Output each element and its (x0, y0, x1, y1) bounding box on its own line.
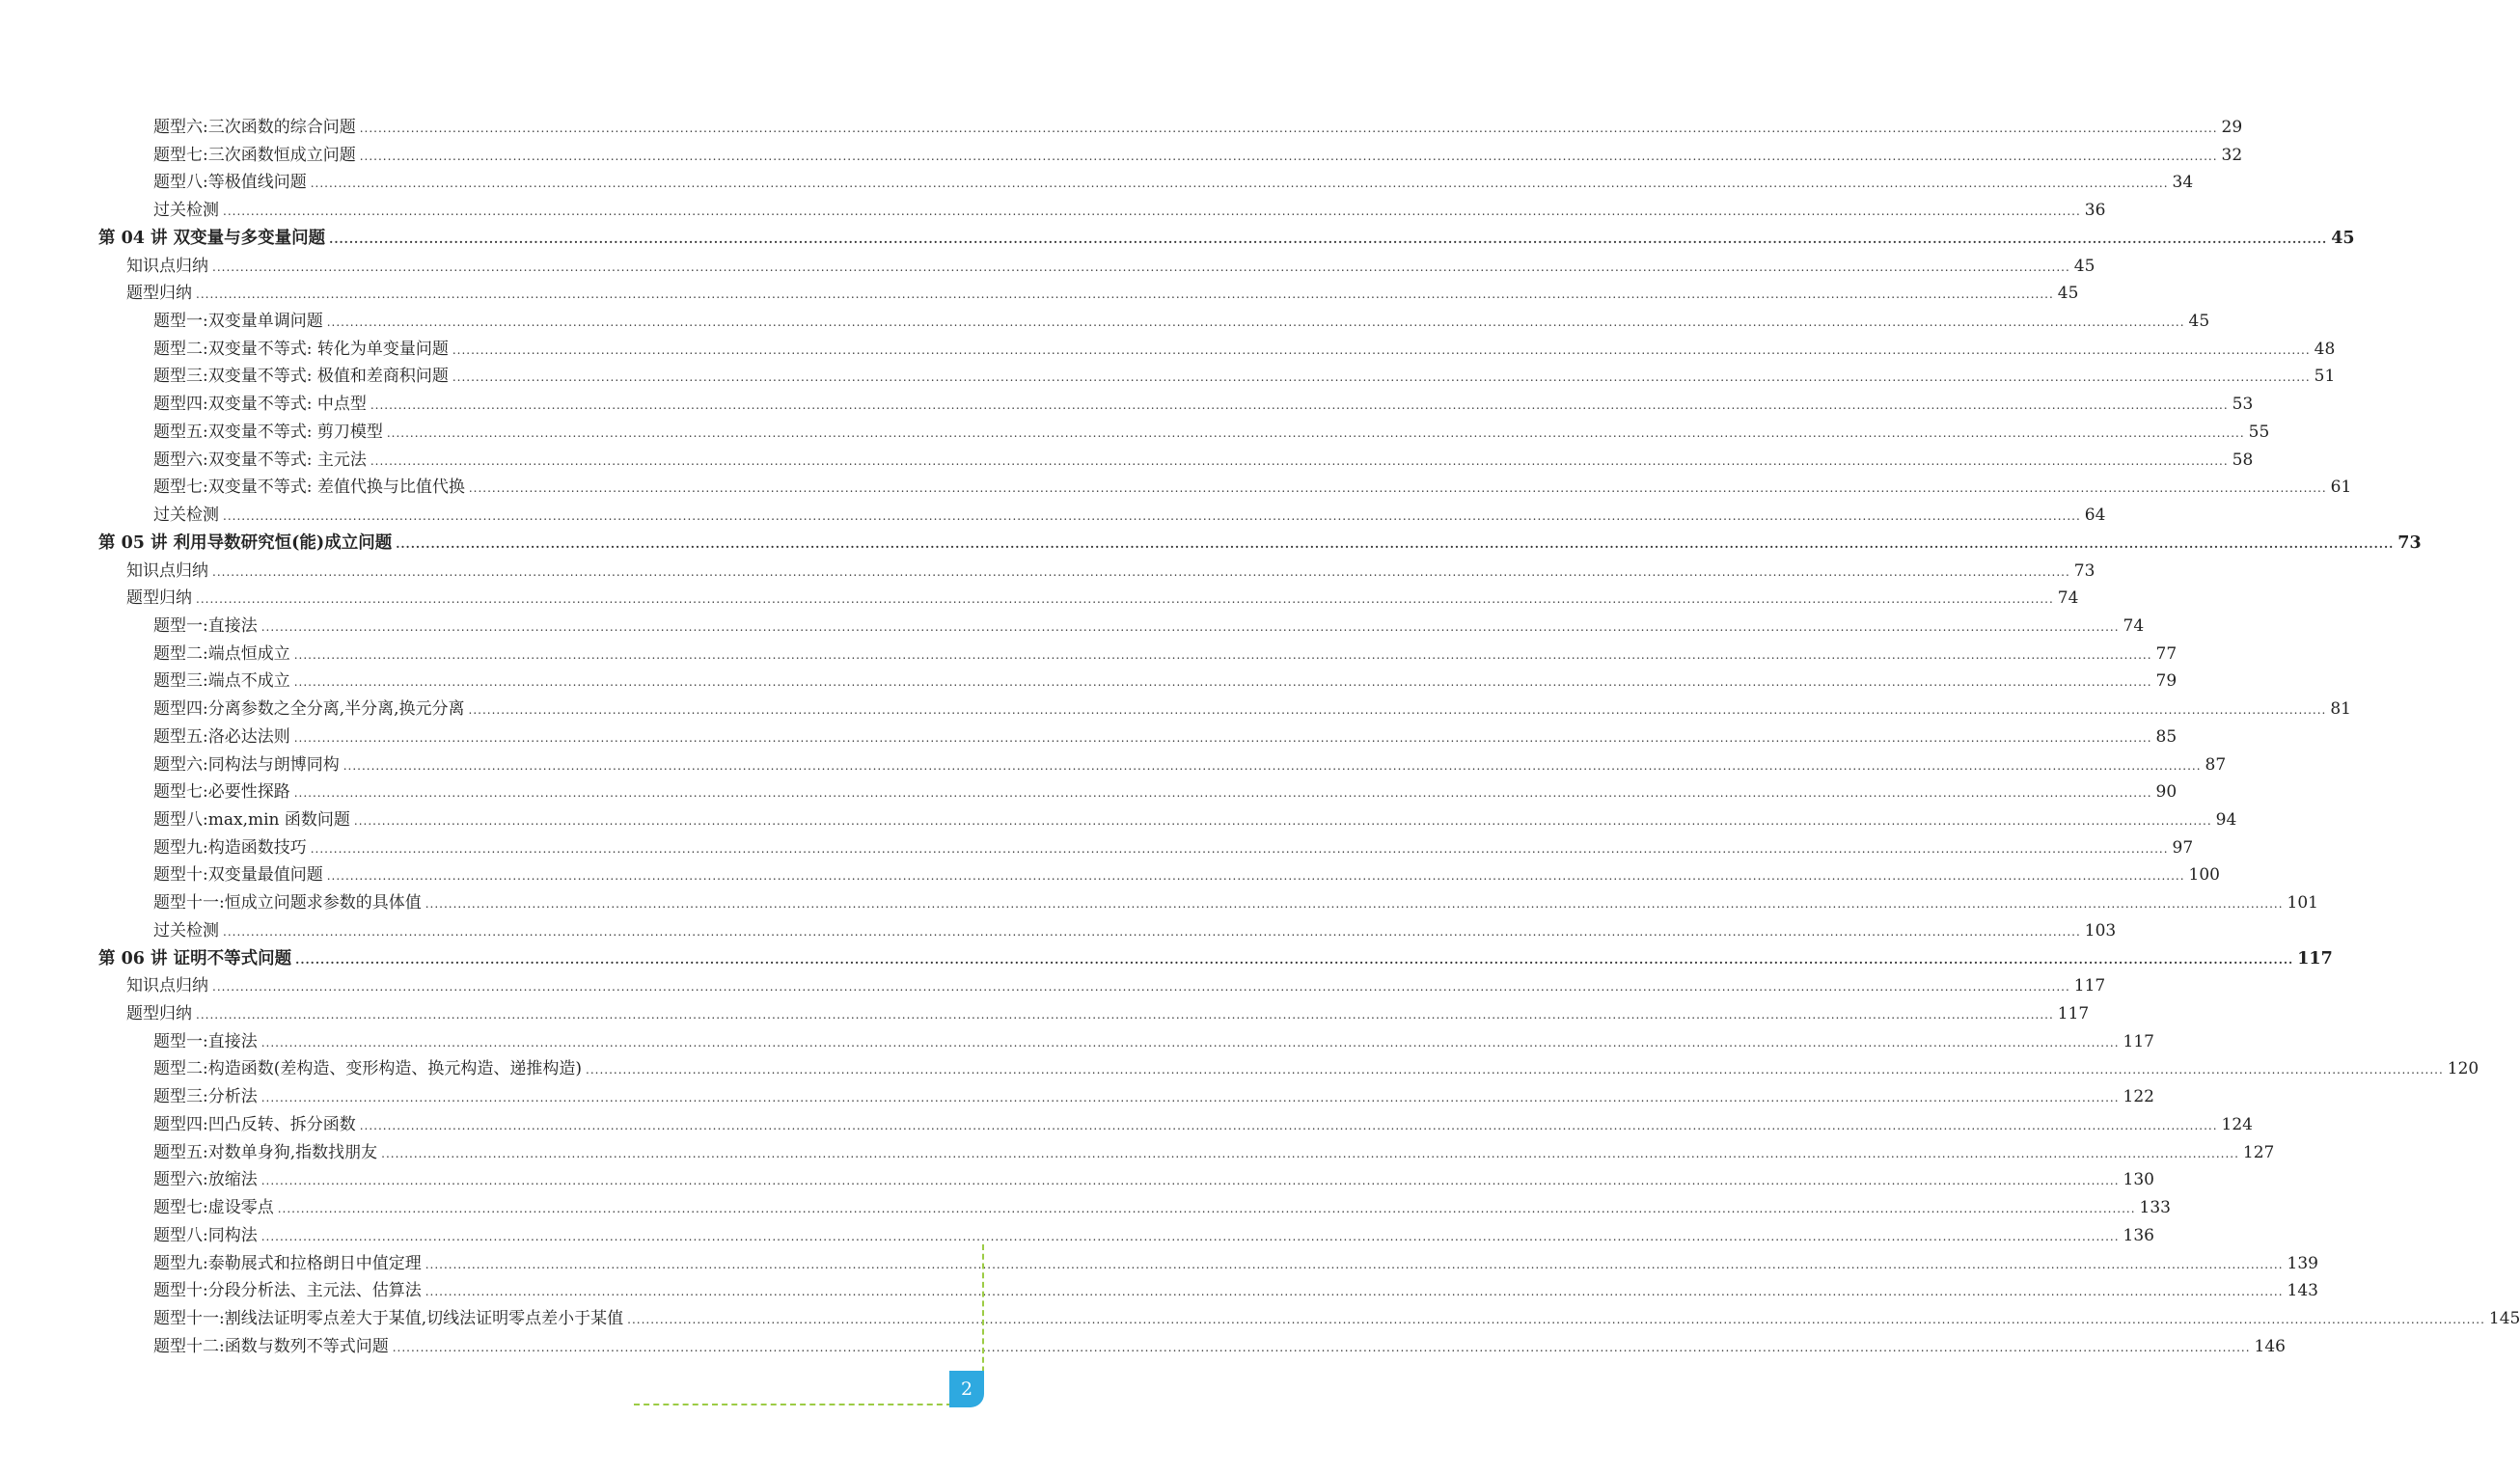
toc-chapter-entry[interactable] (98, 225, 2355, 252)
toc-leader-dots: ................................................................................................................................................................................................................................................................................................................................................................................................................ (468, 481, 2327, 496)
toc-leader-dots: ................................................................................................................................................................................................................................................................................................................................................................................................................ (196, 592, 2054, 607)
toc-leader-dots: ................................................................................................................................................................................................................................................................................................................................................................................................................ (293, 675, 2152, 690)
toc-leader-dots: ................................................................................................................................................................................................................................................................................................................................................................................................................ (386, 425, 2245, 440)
toc-section-entry[interactable] (126, 253, 2095, 280)
toc-leader-dots: ................................................................................................................................................................................................................................................................................................................................................................................................................ (452, 370, 2311, 385)
toc-entry-label: 题型十:双变量最值问题 (153, 865, 323, 886)
toc-entry-page: 117 (2297, 948, 2333, 968)
toc-leader-dots: ................................................................................................................................................................................................................................................................................................................................................................................................................ (260, 1229, 2120, 1243)
toc-entry-label: 题型六:双变量不等式: 主元法 (153, 450, 367, 470)
toc-entry-label: 知识点归纳 (126, 560, 208, 581)
toc-entry-page: 73 (2073, 560, 2095, 581)
toc-entry-page: 85 (2155, 726, 2178, 747)
toc-topic-entry[interactable] (153, 641, 2178, 668)
toc-entry-label: 题型十二:函数与数列不等式问题 (153, 1336, 389, 1356)
toc-entry-label: 题型七:双变量不等式: 差值代换与比值代换 (153, 477, 465, 498)
toc-leader-dots: ................................................................................................................................................................................................................................................................................................................................................................................................................ (359, 149, 2218, 163)
toc-topic-entry[interactable] (153, 1305, 2520, 1332)
toc-entry-page: 117 (2123, 1031, 2154, 1051)
toc-topic-entry[interactable] (153, 1194, 2171, 1221)
toc-topic-entry[interactable] (153, 696, 2351, 723)
toc-entry-page: 139 (2287, 1253, 2318, 1273)
toc-leader-dots: ................................................................................................................................................................................................................................................................................................................................................................................................................ (396, 536, 2395, 551)
toc-entry-page: 122 (2123, 1087, 2154, 1107)
toc-entry-page: 53 (2232, 395, 2254, 415)
toc-topic-entry[interactable] (153, 1139, 2275, 1166)
toc-topic-entry[interactable] (153, 1250, 2318, 1277)
toc-entry-label: 第 05 讲 利用导数研究恒(能)成立问题 (98, 532, 393, 553)
toc-entry-label: 题型三:双变量不等式: 极值和差商积问题 (153, 367, 449, 387)
toc-entry-label: 知识点归纳 (126, 256, 208, 276)
toc-topic-entry[interactable] (153, 834, 2194, 861)
toc-topic-entry[interactable] (153, 474, 2352, 501)
toc-leader-dots: ................................................................................................................................................................................................................................................................................................................................................................................................................ (425, 1285, 2284, 1299)
toc-entry-label: 题型四:凹凸反转、拆分函数 (153, 1114, 356, 1134)
toc-entry-label: 第 04 讲 双变量与多变量问题 (98, 228, 326, 248)
toc-entry-label: 题型八:同构法 (153, 1225, 258, 1245)
toc-entry-page: 74 (2123, 615, 2145, 636)
toc-leader-dots: ................................................................................................................................................................................................................................................................................................................................................................................................................ (359, 122, 2218, 135)
toc-topic-entry[interactable] (153, 668, 2178, 695)
toc-entry-page: 58 (2232, 450, 2254, 470)
toc-section-entry[interactable] (126, 558, 2095, 585)
toc-entry-label: 题型九:构造函数技巧 (153, 837, 307, 858)
toc-entry-page: 45 (2331, 228, 2355, 248)
toc-leader-dots: ................................................................................................................................................................................................................................................................................................................................................................................................................ (342, 758, 2202, 773)
toc-entry-page: 45 (2188, 312, 2210, 332)
toc-topic-entry[interactable] (153, 197, 2106, 224)
toc-entry-page: 133 (2139, 1198, 2171, 1218)
toc-entry-page: 94 (2215, 810, 2237, 830)
toc-topic-entry[interactable] (153, 419, 2270, 446)
toc-section-entry[interactable] (126, 280, 2079, 307)
toc-entry-label: 题型九:泰勒展式和拉格朗日中值定理 (153, 1253, 422, 1273)
toc-topic-entry[interactable] (153, 1277, 2318, 1304)
toc-entry-label: 题型四:双变量不等式: 中点型 (153, 395, 367, 415)
toc-entry-label: 过关检测 (153, 920, 219, 941)
toc-topic-entry[interactable] (153, 889, 2318, 916)
toc-entry-page: 77 (2155, 643, 2178, 664)
toc-entry-label: 题型八:等极值线问题 (153, 173, 307, 193)
dashed-border-vertical (982, 1244, 984, 1391)
toc-entry-page: 100 (2188, 865, 2220, 886)
toc-section-entry[interactable] (126, 585, 2079, 612)
toc-section-entry[interactable] (126, 972, 2106, 999)
toc-leader-dots: ................................................................................................................................................................................................................................................................................................................................................................................................................ (627, 1312, 2485, 1326)
toc-leader-dots: ................................................................................................................................................................................................................................................................................................................................................................................................................ (310, 841, 2169, 856)
toc-entry-label: 题型五:对数单身狗,指数找朋友 (153, 1142, 378, 1162)
toc-topic-entry[interactable] (153, 391, 2254, 418)
toc-leader-dots: ................................................................................................................................................................................................................................................................................................................................................................................................................ (425, 897, 2284, 912)
toc-topic-entry[interactable] (153, 1111, 2253, 1138)
toc-leader-dots: ................................................................................................................................................................................................................................................................................................................................................................................................................ (329, 232, 2328, 246)
toc-entry-page: 34 (2172, 173, 2194, 193)
toc-entry-page: 136 (2123, 1225, 2154, 1245)
toc-topic-entry[interactable] (153, 1028, 2154, 1055)
page-number: 2 (949, 1371, 984, 1407)
toc-leader-dots: ................................................................................................................................................................................................................................................................................................................................................................................................................ (212, 259, 2070, 274)
toc-entry-page: 48 (2314, 339, 2336, 359)
toc-entry-label: 过关检测 (153, 505, 219, 526)
toc-entry-label: 过关检测 (153, 201, 219, 221)
toc-leader-dots: ................................................................................................................................................................................................................................................................................................................................................................................................................ (310, 177, 2169, 191)
toc-entry-label: 知识点归纳 (126, 976, 208, 996)
toc-leader-dots: ................................................................................................................................................................................................................................................................................................................................................................................................................ (359, 1118, 2218, 1132)
toc-entry-page: 45 (2073, 256, 2095, 276)
toc-entry-page: 103 (2084, 920, 2117, 941)
toc-entry-page: 55 (2248, 422, 2270, 442)
toc-entry-label: 题型六:同构法与朗博同构 (153, 754, 340, 775)
toc-entry-label: 题型三:分析法 (153, 1087, 258, 1107)
toc-entry-page: 74 (2057, 588, 2079, 609)
toc-entry-label: 题型三:端点不成立 (153, 671, 290, 692)
toc-topic-entry[interactable] (153, 1055, 2479, 1082)
toc-leader-dots: ................................................................................................................................................................................................................................................................................................................................................................................................................ (586, 1063, 2444, 1077)
dashed-border-horizontal (634, 1404, 952, 1405)
toc-entry-page: 120 (2447, 1059, 2479, 1079)
toc-chapter-entry[interactable] (98, 945, 2333, 972)
toc-topic-entry[interactable] (153, 806, 2237, 833)
toc-entry-page: 36 (2084, 201, 2106, 221)
toc-entry-page: 79 (2155, 671, 2178, 692)
toc-entry-label: 题型二:双变量不等式: 转化为单变量问题 (153, 339, 449, 359)
toc-entry-label: 题型四:分离参数之全分离,半分离,换元分离 (153, 699, 465, 720)
toc-leader-dots: ................................................................................................................................................................................................................................................................................................................................................................................................................ (293, 786, 2152, 801)
toc-leader-dots: ................................................................................................................................................................................................................................................................................................................................................................................................................ (452, 342, 2311, 357)
toc-entry-label: 题型十一:恒成立问题求参数的具体值 (153, 893, 422, 914)
toc-topic-entry[interactable] (153, 447, 2254, 474)
toc-entry-page: 81 (2330, 699, 2351, 720)
toc-entry-label: 第 06 讲 证明不等式问题 (98, 948, 292, 968)
toc-leader-dots: ................................................................................................................................................................................................................................................................................................................................................................................................................ (326, 869, 2185, 884)
toc-topic-entry[interactable] (153, 169, 2194, 196)
toc-topic-entry[interactable] (153, 751, 2227, 778)
toc-entry-label: 题型七:必要性探路 (153, 782, 290, 803)
toc-entry-label: 题型七:虚设零点 (153, 1198, 274, 1218)
toc-topic-entry[interactable] (153, 778, 2178, 805)
toc-section-entry[interactable] (126, 1000, 2090, 1027)
toc-entry-page: 90 (2155, 782, 2178, 803)
toc-entry-page: 45 (2057, 284, 2079, 304)
toc-entry-page: 143 (2287, 1281, 2318, 1301)
toc-topic-entry[interactable] (153, 114, 2243, 141)
toc-leader-dots: ................................................................................................................................................................................................................................................................................................................................................................................................................ (293, 730, 2152, 745)
toc-entry-page: 64 (2084, 505, 2106, 526)
toc-entry-page: 32 (2221, 145, 2243, 165)
toc-entry-page: 117 (2073, 976, 2106, 996)
toc-entry-label: 题型十:分段分析法、主元法、估算法 (153, 1281, 422, 1301)
toc-leader-dots: ................................................................................................................................................................................................................................................................................................................................................................................................................ (326, 315, 2185, 330)
toc-entry-label: 题型二:构造函数(差构造、变形构造、换元构造、递推构造) (153, 1059, 582, 1079)
toc-entry-label: 题型五:双变量不等式: 剪刀模型 (153, 422, 383, 442)
toc-entry-page: 146 (2254, 1336, 2286, 1356)
toc-leader-dots: ................................................................................................................................................................................................................................................................................................................................................................................................................ (277, 1202, 2136, 1216)
toc-leader-dots: ................................................................................................................................................................................................................................................................................................................................................................................................................ (223, 509, 2081, 524)
toc-entry-label: 题型二:端点恒成立 (153, 643, 290, 664)
toc-entry-label: 题型八:max,min 函数问题 (153, 810, 350, 830)
toc-leader-dots: ................................................................................................................................................................................................................................................................................................................................................................................................................ (260, 1035, 2120, 1050)
toc-entry-label: 题型十一:割线法证明零点差大于某值,切线法证明零点差小于某值 (153, 1308, 624, 1328)
toc-entry-label: 题型归纳 (126, 588, 192, 609)
toc-leader-dots: ................................................................................................................................................................................................................................................................................................................................................................................................................ (468, 703, 2327, 718)
toc-topic-entry[interactable] (153, 1222, 2154, 1249)
toc-leader-dots: ................................................................................................................................................................................................................................................................................................................................................................................................................ (260, 1174, 2120, 1188)
toc-entry-page: 101 (2287, 893, 2318, 914)
toc-entry-label: 题型六:三次函数的综合问题 (153, 118, 356, 137)
toc-topic-entry[interactable] (153, 613, 2145, 640)
toc-entry-label: 题型归纳 (126, 1004, 192, 1024)
toc-leader-dots: ................................................................................................................................................................................................................................................................................................................................................................................................................ (223, 924, 2081, 939)
toc-leader-dots: ................................................................................................................................................................................................................................................................................................................................................................................................................ (370, 453, 2229, 468)
toc-entry-page: 124 (2221, 1114, 2253, 1134)
toc-topic-entry[interactable] (153, 917, 2117, 944)
toc-leader-dots: ................................................................................................................................................................................................................................................................................................................................................................................................................ (293, 647, 2152, 662)
toc-entry-label: 题型一:直接法 (153, 615, 258, 636)
toc-entry-page: 87 (2205, 754, 2227, 775)
toc-entry-page: 130 (2123, 1170, 2154, 1190)
toc-entry-page: 61 (2330, 477, 2352, 498)
toc-entry-page: 73 (2397, 532, 2422, 553)
toc-topic-entry[interactable] (153, 502, 2106, 529)
toc-entry-page: 51 (2314, 367, 2336, 387)
toc-entry-page: 29 (2221, 118, 2243, 137)
toc-leader-dots: ................................................................................................................................................................................................................................................................................................................................................................................................................ (223, 205, 2081, 219)
toc-entry-page: 145 (2488, 1308, 2520, 1328)
toc-topic-entry[interactable] (153, 1083, 2154, 1110)
toc-leader-dots: ................................................................................................................................................................................................................................................................................................................................................................................................................ (196, 1008, 2054, 1023)
toc-topic-entry[interactable] (153, 336, 2336, 363)
toc-topic-entry[interactable] (153, 723, 2178, 750)
toc-topic-entry[interactable] (153, 1166, 2154, 1193)
toc-entry-page: 117 (2057, 1004, 2090, 1024)
toc-topic-entry[interactable] (153, 308, 2210, 335)
toc-leader-dots: ................................................................................................................................................................................................................................................................................................................................................................................................................ (353, 814, 2212, 828)
toc-leader-dots: ................................................................................................................................................................................................................................................................................................................................................................................................................ (260, 1091, 2120, 1105)
toc-leader-dots: ................................................................................................................................................................................................................................................................................................................................................................................................................ (381, 1146, 2239, 1160)
toc-entry-label: 题型归纳 (126, 284, 192, 304)
toc-leader-dots: ................................................................................................................................................................................................................................................................................................................................................................................................................ (212, 564, 2070, 579)
toc-chapter-entry[interactable] (98, 530, 2422, 557)
toc-entry-page: 97 (2172, 837, 2194, 858)
toc-topic-entry[interactable] (153, 363, 2336, 390)
toc-leader-dots: ................................................................................................................................................................................................................................................................................................................................................................................................................ (370, 398, 2229, 413)
toc-leader-dots: ................................................................................................................................................................................................................................................................................................................................................................................................................ (196, 287, 2054, 302)
toc-leader-dots: ................................................................................................................................................................................................................................................................................................................................................................................................................ (260, 619, 2120, 634)
toc-topic-entry[interactable] (153, 861, 2220, 888)
toc-entry-label: 题型六:放缩法 (153, 1170, 258, 1190)
toc-topic-entry[interactable] (153, 1333, 2286, 1360)
toc-leader-dots: ................................................................................................................................................................................................................................................................................................................................................................................................................ (425, 1257, 2284, 1271)
toc-leader-dots: ................................................................................................................................................................................................................................................................................................................................................................................................................ (212, 980, 2070, 995)
toc-entry-label: 题型七:三次函数恒成立问题 (153, 145, 356, 165)
toc-leader-dots: ................................................................................................................................................................................................................................................................................................................................................................................................................ (392, 1340, 2251, 1354)
toc-entry-page: 127 (2242, 1142, 2275, 1162)
toc-leader-dots: ................................................................................................................................................................................................................................................................................................................................................................................................................ (295, 952, 2294, 967)
toc-entry-label: 题型五:洛必达法则 (153, 726, 290, 747)
toc-entry-label: 题型一:直接法 (153, 1031, 258, 1051)
toc-entry-label: 题型一:双变量单调问题 (153, 312, 323, 332)
toc-topic-entry[interactable] (153, 142, 2243, 169)
